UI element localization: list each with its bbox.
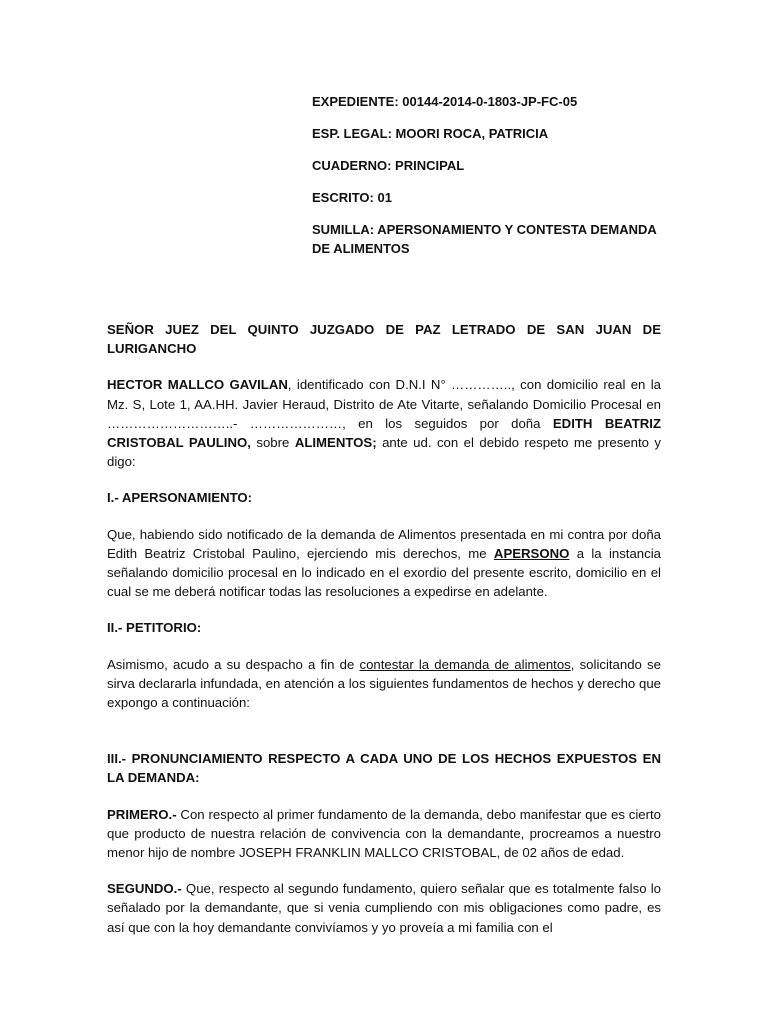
section-3-heading: III.- PRONUNCIAMIENTO RESPECTO A CADA UNO DE LOS HECHOS EXPUESTOS EN LA DEMANDA: (107, 751, 661, 786)
document-body (107, 320, 661, 954)
section-1-heading: I.- APERSONAMIENTO: (107, 490, 253, 506)
primero-text: Con respecto al primer fundamento de la demanda, debo manifestar que es cierto que producto de nuestra relación de convivencia con la demandante, procreamos a nuestro menor hijo de nombre JOSEPH FRANKLIN MALLCO CRISTOBAL, de 02 años de edad. (107, 806, 661, 861)
sumilla: SUMILLA: APERSONAMIENTO Y CONTESTA DEMANDA DE ALIMENTOS (312, 222, 657, 256)
esp-legal: ESP. LEGAL: MOORI ROCA, PATRICIA (312, 126, 549, 141)
segundo-label: SEGUNDO.- (107, 881, 182, 897)
intro-text-3: ante ud. con el debido respeto me presento y digo: (107, 435, 661, 470)
case-header (312, 92, 657, 271)
section-2-text-2: , solicitando se sirva declararla infundada, en atención a los siguientes fundamentos de hechos y derecho que expongo a continuación: (107, 656, 661, 711)
section-1-text-2: a la instancia señalando domicilio procesal en lo indicado en el exordio del presente escrito, domicilio en el cual se me deberá notificar todas las resoluciones a expedirse en adelante. (107, 545, 662, 600)
section-2-text-1: Asimismo, acudo a su despacho a fin de (107, 656, 360, 672)
section-1-text-1: Que, habiendo sido notificado de la demanda de Alimentos presentada en mi contra por doña Edith Beatriz Cristobal Paulino, ejerciendo mis derechos, me (107, 526, 661, 561)
segundo-paragraph (107, 879, 661, 937)
escrito: ESCRITO: 01 (312, 190, 392, 205)
section-2-paragraph (107, 655, 661, 713)
section-1-paragraph (107, 525, 661, 602)
intro-text-2: sobre (250, 435, 295, 451)
primero-label: PRIMERO.- (107, 806, 177, 822)
intro-paragraph (107, 375, 661, 471)
cuaderno: CUADERNO: PRINCIPAL (312, 158, 465, 173)
petitorio-emphasis: contestar la demanda de alimentos (359, 656, 571, 672)
intro-text-1: , identificado con D.N.I N° ………….., con domicilio real en la Mz. S, Lote 1, AA.HH. Javier Heraud, Distrito de Ate Vitarte, señalando Domicilio Procesal en ………………………..- …………………, en los seguidos por doña (107, 377, 661, 431)
section-2-heading: II.- PETITORIO: (107, 620, 202, 636)
primero-paragraph (107, 805, 661, 863)
plaintiff-name: EDITH BEATRIZ CRISTOBAL PAULINO, (107, 415, 661, 451)
matter: ALIMENTOS; (294, 435, 377, 451)
expediente: EXPEDIENTE: 00144-2014-0-1803-JP-FC-05 (312, 94, 578, 109)
apersono-emphasis: APERSONO (493, 545, 570, 561)
segundo-text: Que, respecto al segundo fundamento, quiero señalar que es totalmente falso lo señalado por la demandante, que si venia cumpliendo con mis obligaciones como padre, es así que con la hoy demandante convivíamos y yo proveía a mi familia con el (107, 881, 661, 935)
defendant-name: HECTOR MALLCO GAVILAN (107, 377, 288, 393)
addressee: SEÑOR JUEZ DEL QUINTO JUZGADO DE PAZ LETRADO DE SAN JUAN DE LURIGANCHO (107, 322, 661, 357)
